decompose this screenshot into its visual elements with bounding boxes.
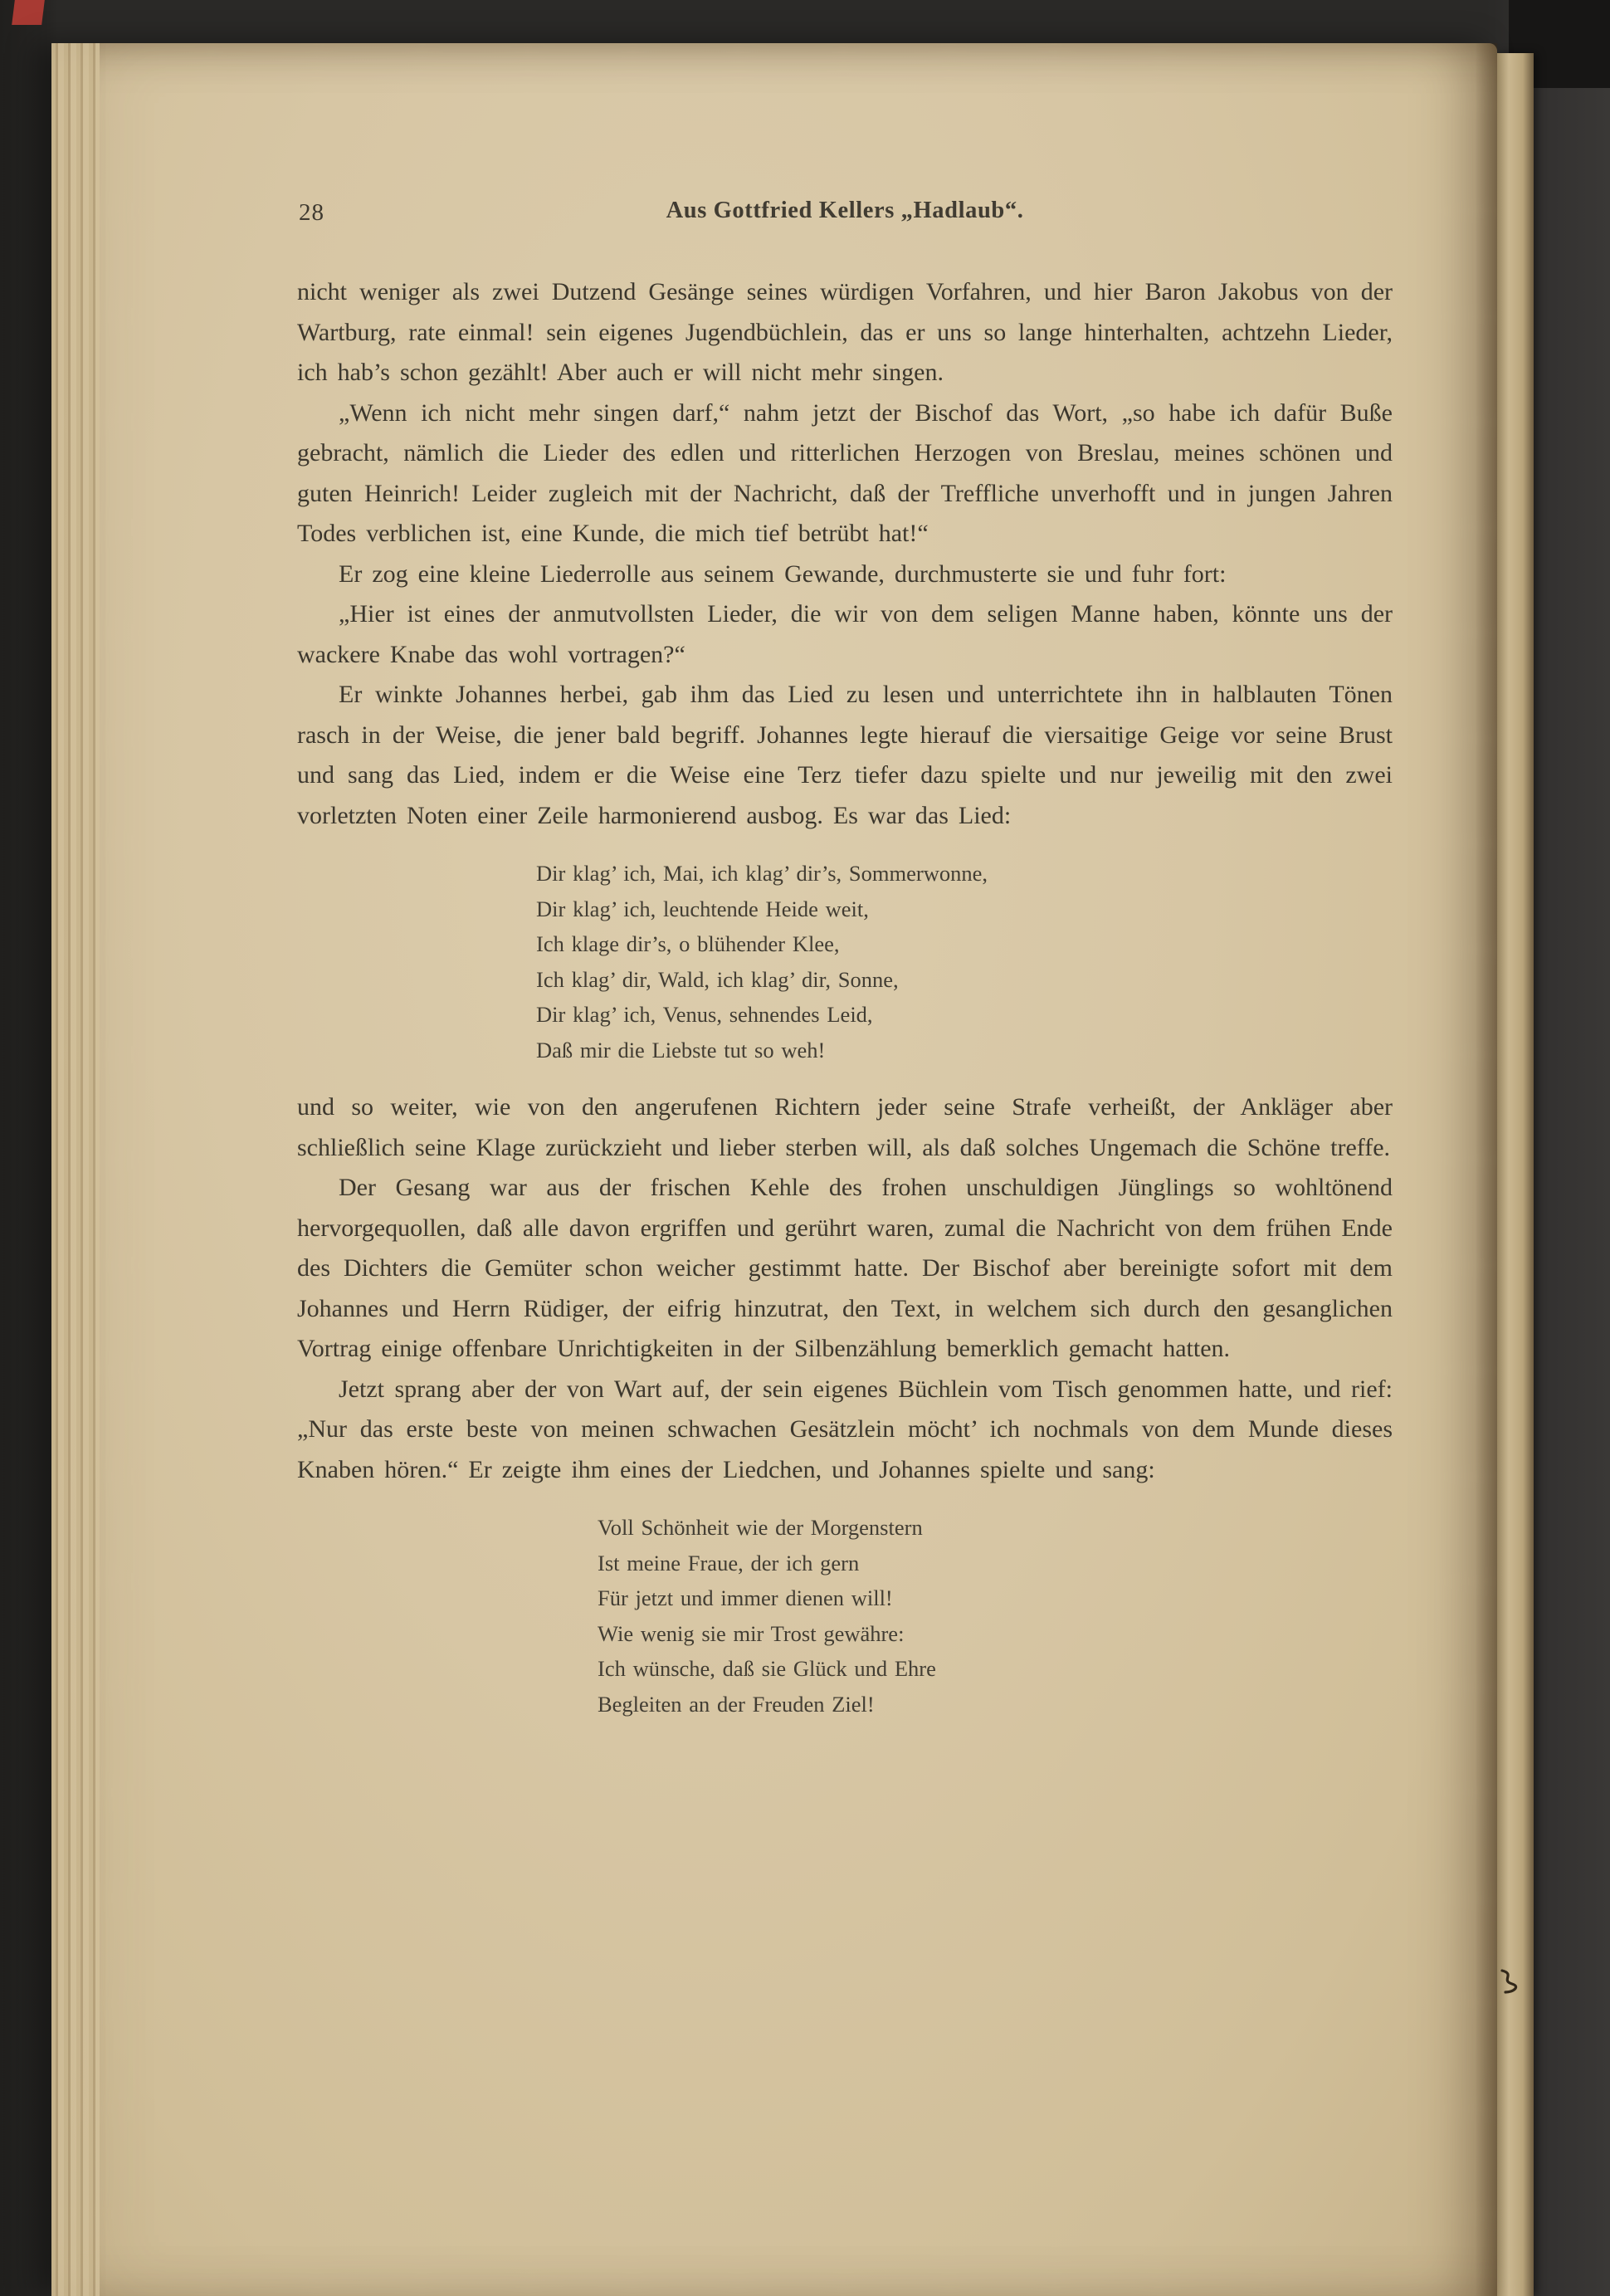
running-title: Aus Gottfried Kellers „Hadlaub“. — [666, 198, 1024, 223]
verse-block — [598, 1510, 1393, 1722]
verse-line: Ich klag’ dir, Wald, ich klag’ dir, Sonne, — [536, 966, 899, 992]
red-bookmark-mark — [12, 0, 45, 25]
paragraph: Er winkte Johannes herbei, gab ihm das Lied zu lesen und unterrichtete ihn in halblauten Tönen rasch in der Weise, die jener bald begriff. Johannes legte hierauf die viersaitige Geige vor seine Brust und sang das Lied, indem er die Weise eine Terz tiefer dazu spielte und nur jeweilig mit den zwei vorletzten Noten einer Zeile harmonierend ausbog. Es war das Lied: — [297, 681, 1393, 829]
page-stack-left-edge — [51, 43, 100, 2296]
paragraph: „Hier ist eines der anmutvollsten Lieder, die wir von dem seligen Manne haben, könnte uns der wackere Knabe das wohl vortragen?“ — [297, 600, 1393, 668]
verse-line: Dir klag’ ich, leuchtende Heide weit, — [536, 896, 869, 921]
verse-line: Begleiten an der Freuden Ziel! — [598, 1691, 875, 1717]
book-page — [51, 43, 1497, 2296]
paragraph: „Wenn ich nicht mehr singen darf,“ nahm jetzt der Bischof das Wort, „so habe ich dafür Buße gebracht, nämlich die Lieder des edlen und ritterlichen Herzogen von Breslau, meines schönen und guten Heinrich! Leider zugleich mit der Nachricht, daß der Treffliche unverhofft und in jungen Jahren Todes verblichen ist, eine Kunde, die mich tief betrübt hat!“ — [297, 398, 1393, 547]
paragraph: Er zog eine kleine Liederrolle aus seinem Gewande, durchmusterte sie und fuhr fort: — [339, 559, 1227, 588]
page-content — [297, 198, 1393, 1742]
verse-line: Daß mir die Liebste tut so weh! — [536, 1037, 826, 1063]
verse-line: Wie wenig sie mir Trost gewähre: — [598, 1620, 905, 1646]
verse-line: Für jetzt und immer dienen will! — [598, 1585, 893, 1610]
page-number: 28 — [299, 199, 324, 226]
paragraph: nicht weniger als zwei Dutzend Gesänge seines würdigen Vorfahren, und hier Baron Jakobus von der Wartburg, rate einmal! sein eigenes Jugendbüchlein, das er uns so lange hinterhalten, achtzehn Lieder, ich hab’s schon gezählt! Aber auch er will nicht mehr singen. — [297, 278, 1393, 386]
paragraph: Der Gesang war aus der frischen Kehle des frohen unschuldigen Jünglings so wohltönend hervorgequollen, daß alle davon ergriffen und gerührt waren, zumal die Nachricht von dem frühen Ende des Dichters die Gemüter schon weicher gestimmt hatte. Der Bischof aber bereinigte sofort mit dem Johannes und Herrn Rüdiger, der eifrig hinzutrat, den Text, in welchem sich durch den gesanglichen Vortrag einige offenbare Unrichtigkeiten in der Silbenzählung bemerklich gemacht hatten. — [297, 1174, 1393, 1362]
underlying-page-edge — [1495, 53, 1534, 2296]
verse-line: Dir klag’ ich, Venus, sehnendes Leid, — [536, 1002, 873, 1027]
paragraph: Jetzt sprang aber der von Wart auf, der sein eigenes Büchlein vom Tisch genommen hatte, und rief: „Nur das erste beste von meinen schwachen Gesätzlein möcht’ ich nochmals von dem Munde dieses Knaben hören.“ Er zeigte ihm eines der Liedchen, und Johannes spielte und sang: — [297, 1375, 1393, 1483]
page-right-edge-shadow — [1476, 43, 1497, 2296]
verse-line: Voll Schönheit wie der Morgenstern — [598, 1515, 923, 1540]
verse-line: Dir klag’ ich, Mai, ich klag’ dir’s, Sommerwonne, — [536, 861, 988, 886]
verse-line: Ich wünsche, daß sie Glück und Ehre — [598, 1656, 936, 1681]
verse-block — [536, 856, 1393, 1067]
page-header — [297, 198, 1393, 229]
paragraph: und so weiter, wie von den angerufenen Richtern jeder seine Strafe verheißt, der Ankläger aber schließlich seine Klage zurückzieht und lieber sterben will, als daß solches Ungemach die Schöne treffe. — [297, 1093, 1393, 1161]
verse-line: Ist meine Fraue, der ich gern — [598, 1550, 860, 1575]
verse-line: Ich klage dir’s, o blühender Klee, — [536, 931, 840, 956]
ink-scribble-mark — [1497, 1967, 1527, 1997]
